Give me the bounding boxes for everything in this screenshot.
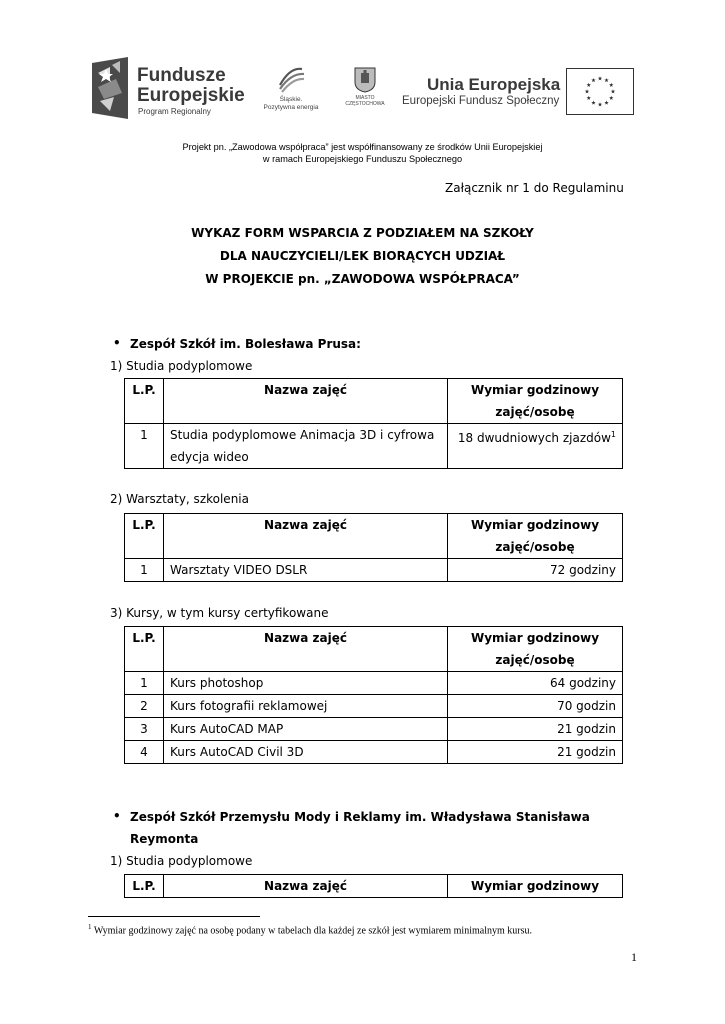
row-lp: 1 <box>125 559 164 582</box>
project-note-line1: Projekt pn. „Zawodowa współpraca” jest współfinansowany ze środków Unii Europejskiej <box>182 142 543 152</box>
header-name-text: Nazwa zajęć <box>264 518 347 532</box>
header-lp: L.P. <box>125 379 164 424</box>
row-lp: 3 <box>125 718 164 741</box>
miasto-line1: MIASTO <box>355 95 375 101</box>
table-header-row <box>125 875 623 898</box>
school1-table3 <box>124 626 623 764</box>
header-lp: L.P. <box>125 514 164 559</box>
row-hours: 21 godzin <box>448 741 623 764</box>
header-name <box>164 379 448 424</box>
row-lp: 1 <box>125 672 164 695</box>
row-name: Kurs AutoCAD Civil 3D <box>164 741 448 764</box>
row-hours: 70 godzin <box>448 695 623 718</box>
school2-name-line1: Zespół Szkół Przemysłu Mody i Reklamy im. Władysława Stanisława <box>130 810 590 824</box>
row-name-line1: Studia podyplomowe Animacja 3D i cyfrowa <box>170 428 435 442</box>
miasto-logo <box>342 67 388 113</box>
school2-bullet: • <box>113 809 121 823</box>
header-name <box>164 875 448 898</box>
row-name: Warsztaty VIDEO DSLR <box>164 559 448 582</box>
attachment-label: Załącznik nr 1 do Regulaminu <box>445 181 624 195</box>
project-note-line2: w ramach Europejskiego Funduszu Społecznego <box>262 154 463 164</box>
fe-star-logo-icon <box>92 57 128 119</box>
table-row <box>125 695 623 718</box>
slaskie-line2: Pozytywna energia <box>263 104 319 111</box>
header-name-text: Nazwa zajęć <box>264 383 347 397</box>
school1-name: Zespół Szkół im. Bolesława Prusa: <box>130 337 361 351</box>
school1-section1-label: 1) Studia podyplomowe <box>110 359 253 373</box>
slaskie-swirl-icon <box>276 63 306 93</box>
table-row <box>125 741 623 764</box>
school2-table1 <box>124 874 623 898</box>
header-hours-line1: Wymiar godzinowy <box>470 518 600 532</box>
fe-logo-line1: Fundusze <box>137 65 226 86</box>
table-row <box>125 718 623 741</box>
page-number: 1 <box>631 950 637 964</box>
school1-section2-label: 2) Warsztaty, szkolenia <box>110 492 249 506</box>
footnote-ref: 1 <box>610 430 616 439</box>
slaskie-line1: Śląskie. <box>279 96 303 103</box>
ue-subtitle: Europejski Fundusz Społeczny <box>402 95 560 107</box>
row-hours: 64 godziny <box>448 672 623 695</box>
row-name: Kurs photoshop <box>164 672 448 695</box>
school2-section1-label: 1) Studia podyplomowe <box>110 854 253 868</box>
slaskie-logo <box>258 63 324 115</box>
footnote-text: Wymiar godzinowy zajęć na osobę podany w tabelach dla każdej ze szkół jest wymiarem minimalnym kursu. <box>91 925 532 937</box>
row-hours <box>448 424 623 469</box>
row-name-line2: edycja wideo <box>170 450 249 464</box>
header-hours <box>448 379 623 424</box>
footnote-mark: 1 <box>88 923 92 931</box>
fe-logo-line2: Europejskie <box>137 85 245 106</box>
city-crest-icon <box>354 67 376 93</box>
header-lp: L.P. <box>125 875 164 898</box>
footnote-separator <box>88 916 260 917</box>
eu-flag-icon <box>566 68 634 115</box>
header-hours <box>448 875 623 898</box>
header-hours-line2: zajęć/osobę <box>495 405 575 419</box>
table-row <box>125 672 623 695</box>
row-lp: 1 <box>125 424 164 469</box>
table-header-row <box>125 379 623 424</box>
header-hours-line1: Wymiar godzinowy <box>470 879 600 893</box>
table-header-row <box>125 514 623 559</box>
fe-logo-line3: Program Regionalny <box>138 107 211 116</box>
header-name-text: Nazwa zajęć <box>264 631 347 645</box>
header-hours <box>448 514 623 559</box>
school1-bullet: • <box>113 336 121 350</box>
school1-table2 <box>124 513 623 582</box>
title-line1: WYKAZ FORM WSPARCIA Z PODZIAŁEM NA SZKOŁY <box>191 226 534 240</box>
row-hours-text: 18 dwudniowych zjazdów <box>457 431 611 445</box>
row-hours: 21 godzin <box>448 718 623 741</box>
row-lp: 4 <box>125 741 164 764</box>
header-hours-line2: zajęć/osobę <box>495 653 575 667</box>
table-row <box>125 424 623 469</box>
title-line3: W PROJEKCIE pn. „ZAWODOWA WSPÓŁPRACA” <box>205 272 520 286</box>
fe-logo <box>92 57 245 119</box>
header-hours-line1: Wymiar godzinowy <box>470 631 600 645</box>
school1-table1 <box>124 378 623 469</box>
header-name <box>164 514 448 559</box>
table-row <box>125 559 623 582</box>
row-name: Kurs fotografii reklamowej <box>164 695 448 718</box>
header-hours-line2: zajęć/osobę <box>495 540 575 554</box>
row-name <box>164 424 448 469</box>
row-name: Kurs AutoCAD MAP <box>164 718 448 741</box>
school2-name-line2: Reymonta <box>130 832 199 846</box>
school1-section3-label: 3) Kursy, w tym kursy certyfikowane <box>110 606 329 620</box>
footnote <box>88 923 532 936</box>
header-name <box>164 627 448 672</box>
header-hours <box>448 627 623 672</box>
header-hours-line1: Wymiar godzinowy <box>470 383 600 397</box>
ue-title: Unia Europejska <box>427 75 561 94</box>
title-line2: DLA NAUCZYCIELI/LEK BIORĄCYCH UDZIAŁ <box>219 249 506 263</box>
miasto-line2: CZĘSTOCHOWA <box>345 101 385 107</box>
row-lp: 2 <box>125 695 164 718</box>
header-lp: L.P. <box>125 627 164 672</box>
row-hours: 72 godziny <box>448 559 623 582</box>
table-header-row <box>125 627 623 672</box>
header-name-text: Nazwa zajęć <box>264 879 347 893</box>
